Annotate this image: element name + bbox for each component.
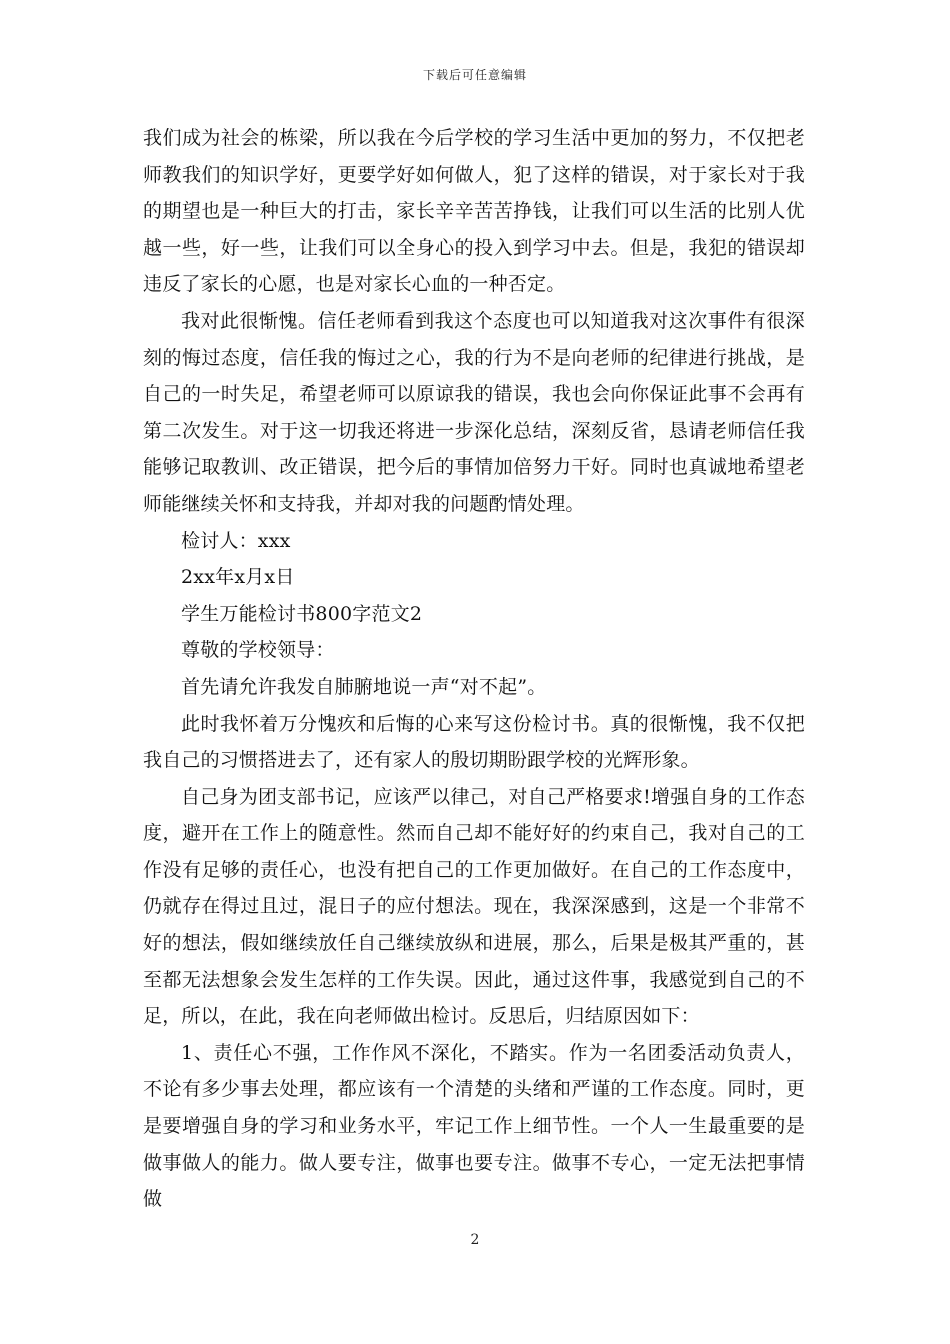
paragraph-continuation: 我们成为社会的栋梁，所以我在今后学校的学习生活中更加的努力，不仅把老师教我们的知识学好，更要学好如何做人，犯了这样的错误，对于家长对于我的期望也是一种巨大的打击，家长辛辛苦苦挣钱，让我们可以生活的比别人优越一些，好一些，让我们可以全身心的投入到学习中去。但是，我犯的错误却违反了家长的心愿，也是对家长心血的一种否定。 [143, 127, 805, 296]
page-number: 2 [470, 1232, 480, 1248]
page-header: 下载后可任意编辑 [422, 68, 527, 82]
paragraph-remorse: 我对此很惭愧。信任老师看到我这个态度也可以知道我对这次事件有很深刻的悔过态度，信任我的悔过之心，我的行为不是向老师的纪律进行挑战，是自己的一时失足，希望老师可以原谅我的错误，我也会向你保证此事不会再有第二次发生。对于这一切我还将进一步深化总结，深刻反省，恳请老师信任我能够记取教训、改正错误，把今后的事情加倍努力干好。同时也真诚地希望老师能继续关怀和支持我，并却对我的问题酌情处理。 [143, 309, 805, 515]
signature-line: 检讨人：xxx [181, 529, 291, 552]
paragraph-intro: 此时我怀着万分愧疚和后悔的心来写这份检讨书。真的很惭愧，我不仅把我自己的习惯搭进去了，还有家人的殷切期盼跟学校的光辉形象。 [143, 712, 805, 772]
salutation: 尊敬的学校领导： [181, 639, 335, 662]
paragraph-apology: 首先请允许我发自肺腑地说一声“对不起”。 [181, 675, 547, 698]
paragraph-reflection: 自己身为团支部书记，应该严以律己，对自己严格要求!增强自身的工作态度，避开在工作上的随意性。然而自己却不能好好的约束自己，我对自己的工作没有足够的责任心，也没有把自己的工作更加做好。在自己的工作态度中，仍就存在得过且过，混日子的应付想法。现在，我深深感到，这是一个非常不好的想法，假如继续放任自己继续放纵和进展，那么，后果是极其严重的，甚至都无法想象会发生怎样的工作失误。因此，通过这件事，我感觉到自己的不足，所以，在此，我在向老师做出检讨。反思后，归结原因如下： [143, 785, 805, 1028]
document-body [143, 120, 805, 1218]
paragraph-reason-1: 1、责任心不强，工作作风不深化，不踏实。作为一名团委活动负责人，不论有多少事去处理，都应该有一个清楚的头绪和严谨的工作态度。同时，更是要增强自身的学习和业务水平，牢记工作上细节性。一个人一生最重要的是做事做人的能力。做人要专注，做事也要专注。做事不专心，一定无法把事情做 [143, 1041, 805, 1211]
date-line: 2xx年x月x日 [181, 566, 295, 589]
section-title: 学生万能检讨书800字范文2 [181, 602, 423, 625]
